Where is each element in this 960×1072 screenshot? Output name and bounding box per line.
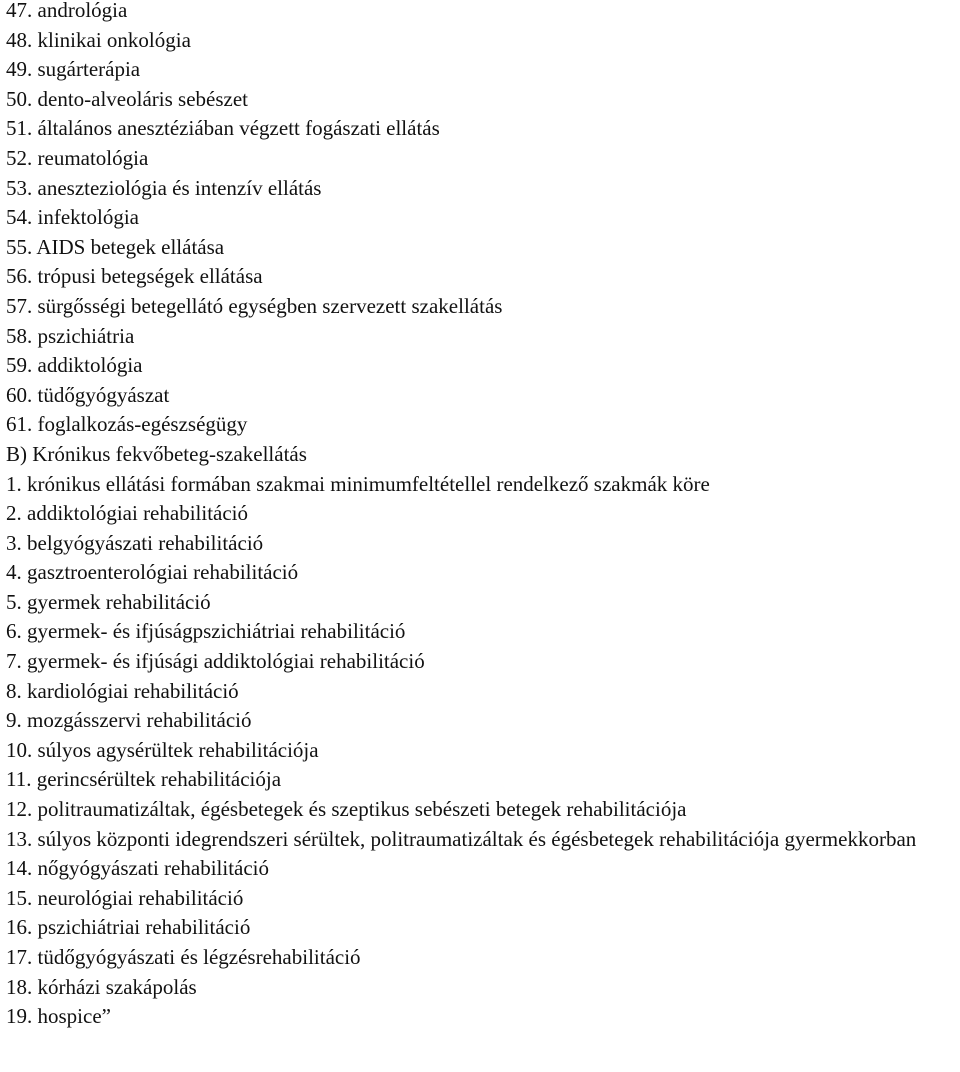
list-item: 9. mozgásszervi rehabilitáció — [6, 708, 252, 733]
list-item: 56. trópusi betegségek ellátása — [6, 264, 263, 289]
list-item: 16. pszichiátriai rehabilitáció — [6, 915, 251, 940]
list-item: 53. aneszteziológia és intenzív ellátás — [6, 175, 322, 200]
list-item: 6. gyermek- és ifjúságpszichiátriai rehabilitáció — [6, 619, 406, 644]
list-item: 50. dento-alveoláris sebészet — [6, 86, 248, 111]
list-item: 55. AIDS betegek ellátása — [6, 234, 225, 259]
list-item: 1. krónikus ellátási formában szakmai minimumfeltétellel rendelkező szakmák köre — [6, 471, 710, 496]
list-item: 48. klinikai onkológia — [6, 27, 191, 52]
list-item: 52. reumatológia — [6, 145, 149, 170]
list-item: 10. súlyos agysérültek rehabilitációja — [6, 737, 319, 762]
list-item: 5. gyermek rehabilitáció — [6, 589, 211, 614]
list-item: 15. neurológiai rehabilitáció — [6, 885, 244, 910]
list-item: 4. gasztroenterológiai rehabilitáció — [6, 560, 299, 585]
list-item: 3. belgyógyászati rehabilitáció — [6, 530, 264, 555]
list-item: 13. súlyos központi idegrendszeri sérültek, politraumatizáltak és égésbetegek rehabilitációja gyermekkorban — [6, 826, 917, 851]
list-b — [6, 470, 960, 1032]
list-item: 61. foglalkozás-egészségügy — [6, 412, 248, 437]
list-item: 59. addiktológia — [6, 353, 143, 378]
list-item: 12. politraumatizáltak, égésbetegek és szeptikus sebészeti betegek rehabilitációja — [6, 797, 687, 822]
list-item: 17. tüdőgyógyászati és légzésrehabilitáció — [6, 945, 361, 969]
list-item: 51. általános anesztéziában végzett fogászati ellátás — [6, 116, 440, 141]
list-item: 18. kórházi szakápolás — [6, 974, 197, 999]
list-item: 7. gyermek- és ifjúsági addiktológiai rehabilitáció — [6, 649, 425, 674]
list-item: 14. nőgyógyászati rehabilitáció — [6, 856, 270, 881]
list-item: 19. hospice” — [6, 1004, 111, 1029]
list-item: 47. andrológia — [6, 0, 128, 22]
list-item: 8. kardiológiai rehabilitáció — [6, 678, 239, 703]
list-item: 60. tüdőgyógyászat — [6, 382, 170, 407]
list-item: 57. sürgősségi betegellátó egységben szervezett szakellátás — [6, 293, 503, 318]
list-item: 11. gerincsérültek rehabilitációja — [6, 767, 282, 792]
list-item: 58. pszichiátria — [6, 323, 135, 348]
list-item: 2. addiktológiai rehabilitáció — [6, 501, 249, 526]
list-item: 49. sugárterápia — [6, 57, 141, 82]
list-item: 54. infektológia — [6, 205, 139, 230]
section-b-heading: B) Krónikus fekvőbeteg-szakellátás — [6, 441, 307, 466]
list-a — [6, 0, 960, 440]
